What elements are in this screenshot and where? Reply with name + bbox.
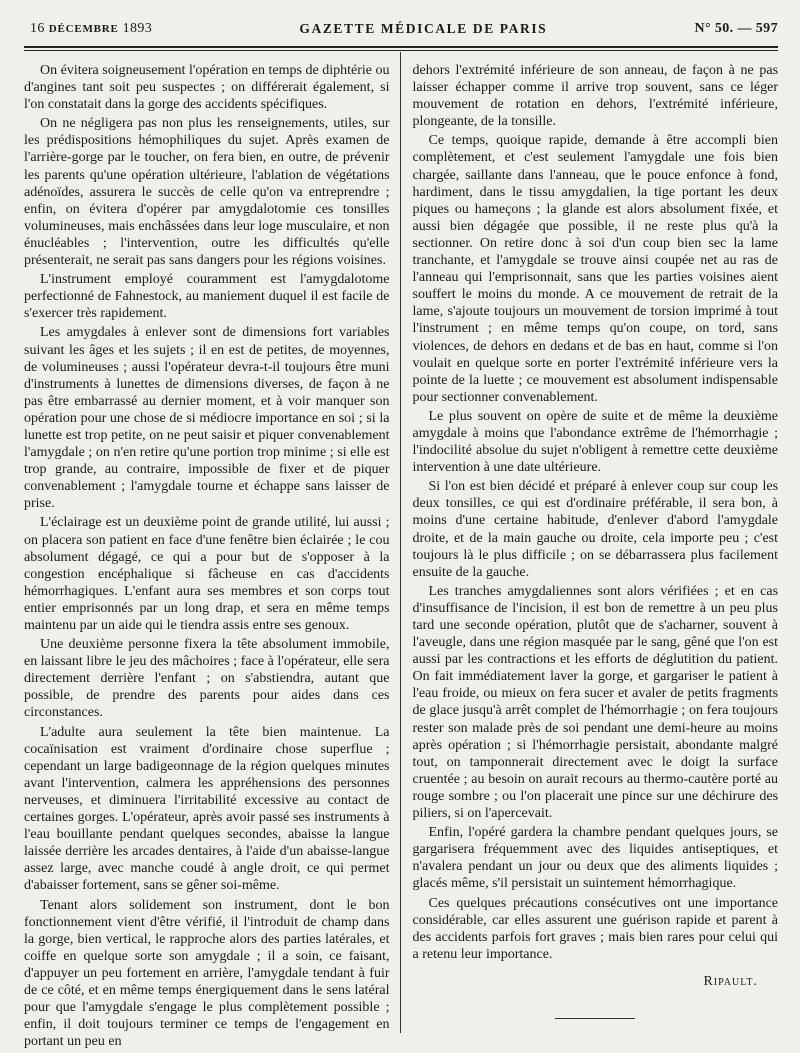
paragraph: Ces quelques précautions consécutives ont une importance considérable, car elles assurent une guérison rapide et parent à des accidents parfois fort graves ; mais bien rares pour celui qui a retenu leur importance. <box>412 895 779 962</box>
issue-date <box>30 21 152 37</box>
date-month: DÉCEMBRE <box>48 23 119 35</box>
article-body <box>24 62 779 1050</box>
paragraph: Le plus souvent on opère de suite et de même la deuxième amygdale à moins que l'abondance extrême de l'hémorrhagie ; l'indocilité absolue du sujet n'obligent à remettre cette deuxième intervention à une date ultérieure. <box>412 408 779 476</box>
paragraph: Une deuxième personne fixera la tête absolument immobile, en laissant libre le jeu des mâchoires ; face à l'opérateur, elle sera directement derrière l'enfant ; on s'abstiendra, autant que possible, de prendre des parents pour aides dans ces circonstances. <box>24 637 390 721</box>
issue-page-number: N° 50. — 597 <box>694 21 778 36</box>
paragraph: Si l'on est bien décidé et préparé à enlever coup sur coup les deux tonsilles, ce qui est d'ordinaire préférable, il sera bon, à moins d'une certaine habitude, d'enlever d'abord l'amygdale droite, et de la main gauche ou droite, cela importe peu ; c'est toujours là le plus difficile ; on se débarrassera plus facilement ensuite de la gauche. <box>412 479 779 580</box>
date-year: 1893 <box>122 21 153 36</box>
header-rule-thin <box>24 50 778 51</box>
left-column <box>24 62 400 1050</box>
paragraph: Ce temps, quoique rapide, demande à être accompli bien complètement, et c'est seulement l'amygdale une fois bien chargée, saillante dans l'anneau, que le pouce enfonce à fond, hardiment, dans le tissu amygdalien, la tige portant les deux piques ou hameçons ; la glande est alors absolument fixée, et aussi bien dégagée que possible, il ne reste plus qu'à la sectionner. On retire donc à soi d'un coup bien sec la lame tranchante, et l'amygdale se trouve ainsi coupée net au ras de l'anneau qui l'emprisonnait, sans que les parties voisines aient souffert le moins du monde. A ce mouvement de retrait de la lame, s'ajoute toujours un mouvement de torsion imprimé à tout l'instrument ; en même temps qu'on coupe, on tord, sans violences, de dehors en dedans et de bas en haut, comme si l'on voulait en quelque sorte en porter l'extrémité inférieure vers la pointe de la luette ; ce mouvement est absolument indispensable pour sectionner convenablement. <box>412 133 779 405</box>
paragraph: Tenant alors solidement son instrument, dont le bon fonctionnement vient d'être vérifié, il l'introduit de champ dans la gorge, bien vertical, le rapproche alors des parties latérales, et coiffe en quelque sorte son amygdale ; il a soin, ce faisant, d'appuyer un peu fortement en arrière, l'amygdale tendant à fuir de ce côté, et en même temps énergiquement dans le sens latéral pour que l'amygdale s'engage le plus complètement possible ; enfin, il doit toujours terminer ce temps de l'engagement en portant un peu en <box>24 897 390 1050</box>
paragraph: dehors l'extrémité inférieure de son anneau, de façon à ne pas laisser échapper comme il arrive trop souvent, sans ce léger mouvement de rotation en dehors, l'extrémité inférieure, plongeante, de la tonsille. <box>412 63 779 130</box>
paragraph: L'instrument employé couramment est l'amygdalotome perfectionné de Fahnestock, au maniement duquel il est facile de s'exercer très rapidement. <box>24 272 390 322</box>
paragraph: On ne négligera pas non plus les renseignements, utiles, sur les prédispositions hémophiliques du sujet. Après examen de l'arrière-gorge par le toucher, on fera bien, en outre, de prévenir les parents qu'une opération ultérieure, l'ablation de végétations adénoïdes, assurera le succès de celle qu'on va entreprendre ; enfin, on évitera d'opérer par amygdalotomie ces tonsilles volumineuses, mais enchâssées dans leur loge musculaire, et non énucléables ; l'intervention, outre les difficultés qu'elle présenterait, ne serait pas sans dangers pour les régions voisines. <box>24 116 390 269</box>
end-rule <box>555 1018 635 1019</box>
paragraph: Enfin, l'opéré gardera la chambre pendant quelques jours, se gargarisera fréquemment avec des liquides antiseptiques, et n'avalera pendant un jour ou deux que des aliments liquides ; glacés même, s'il persistait un suintement hémorrhagique. <box>412 825 779 892</box>
paragraph: L'adulte aura seulement la tête bien maintenue. La cocaïnisation est vraiment d'ordinaire chose superflue ; cependant un large badigeonnage de la région quelques minutes avant l'intervention, calmera les appréhensions des personnes nerveuses, et diminuera l'irritabilité excessive au contact de certaines gorges. L'opérateur, après avoir passé ses instruments à l'eau bouillante pendant quelques secondes, abaisse la langue laissée derrière les arcades dentaires, à l'aide d'un abaisse-langue assez large, avec manche coudé à angle droit, ce qui permet d'abaisser fortement, sans se gêner soi-même. <box>24 724 390 894</box>
right-column <box>401 62 779 1033</box>
paragraph: L'éclairage est un deuxième point de grande utilité, lui aussi ; on placera son patient en face d'une fenêtre bien éclairée ; le cou absolument dégagé, ce qui a pour but de s'opposer à la congestion encéphalique si fâcheuse en cas d'accidents hémorrhagiques. L'enfant aura ses membres et son corps tout entier emprisonnés par un long drap, et sera en même temps maintenu par un aide qui le tiendra assis entre ses genoux. <box>24 515 390 633</box>
paragraph: On évitera soigneusement l'opération en temps de diphtérie ou d'angines tant soit peu suspectes ; on différerait également, si l'on constatait dans la gorge des accidents spécifiques. <box>24 63 390 113</box>
paragraph: Les amygdales à enlever sont de dimensions fort variables suivant les âges et les sujets ; il en est de petites, de moyennes, de volumineuses ; aussi l'opérateur devra-t-il toujours être muni d'instruments à lunettes de dimensions diverses, de façon à ne pas être embarrassé au dernier moment, et à voir manquer son opération pour une chose de si médiocre importance en soi ; si la lunette est trop petite, on ne peut saisir et piquer convenablement l'amygdale ; on n'en retire qu'une portion trop minime ; si elle est trop grande, au contraire, impossible de fixer et de piquer convenablement ; l'amygdale tourne et échappe sans laisser de prise. <box>24 325 390 512</box>
journal-title: GAZETTE MÉDICALE DE PARIS <box>299 21 548 36</box>
date-day: 16 <box>30 21 45 36</box>
header-rule <box>24 46 778 48</box>
paragraph: Les tranches amygdaliennes sont alors vérifiées ; et en cas d'insuffisance de l'incision, il est bon de remettre à un peu plus tard une seconde opération, plutôt que de s'acharner, souvent à l'aveugle, dans une région masquée par le sang, gêné que l'on est aussi par les contractions et les efforts de déglutition du patient. On fait immédiatement laver la gorge, et gargariser le patient à l'eau froide, ou mieux on fera sucer et avaler de petits fragments de glace jusqu'à arrêt complet de l'hémorrhagie ; on fera toujours rester son malade près de soi pendant une demi-heure au moins après opération ; si l'hémorrhagie persistait, abondante malgré tout, on tamponnerait directement avec le doigt la surface cruentée ; au besoin on aurait recours au thermo-cautère porté au rouge sombre ; ou l'on placerait une pince sur une déchirure des piliers, si on l'apercevait. <box>412 583 779 822</box>
page-header <box>30 16 778 42</box>
author-signature: Ripault. <box>703 973 759 989</box>
